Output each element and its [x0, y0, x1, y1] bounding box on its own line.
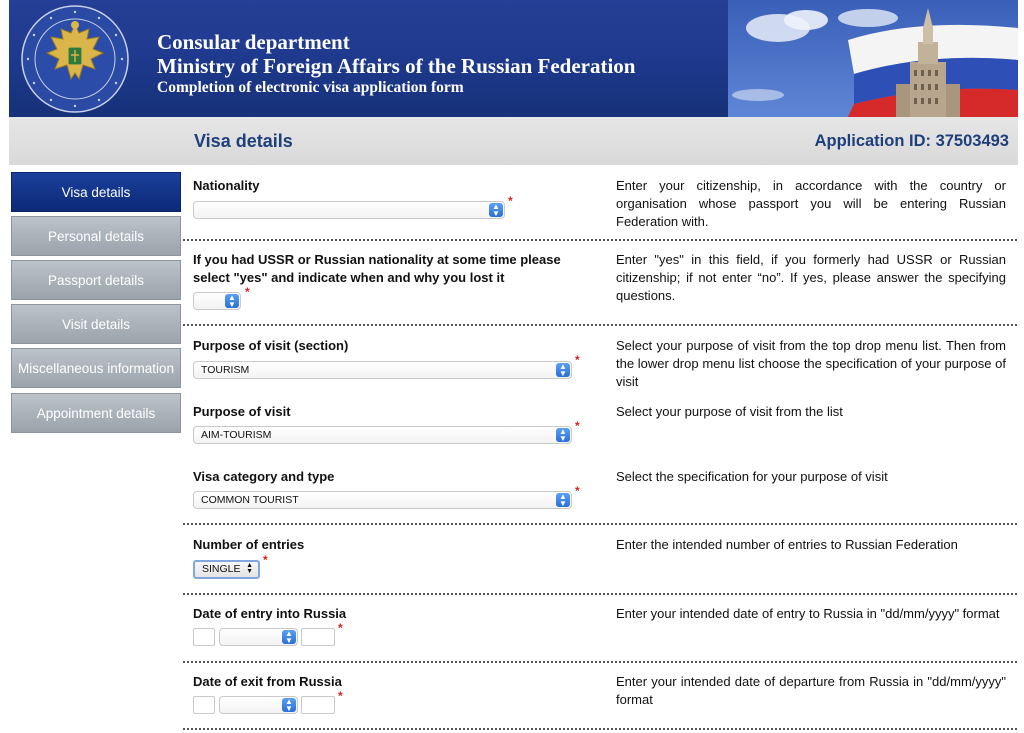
- exit-month-select[interactable]: [219, 696, 298, 714]
- purpose-section-value: TOURISM: [201, 364, 250, 376]
- nationality-help: Enter your citizenship, in accordance with the country or organisation whose passport you will be entering Russian Federation with.: [616, 178, 1006, 229]
- sidebar-item-label: Visit details: [61, 316, 131, 332]
- visa-category-value: COMMON TOURIST: [201, 494, 299, 506]
- entries-select[interactable]: [193, 560, 260, 579]
- select-arrows-icon: ▲ ▼: [246, 562, 253, 575]
- purpose-help: Select your purpose of visit from the list: [616, 404, 843, 419]
- exit-day-input[interactable]: [193, 696, 215, 714]
- required-marker: *: [575, 484, 580, 498]
- required-marker: *: [575, 419, 580, 433]
- required-marker: *: [338, 621, 343, 635]
- sidebar-item-label: Visa details: [61, 184, 131, 200]
- exit-date-label: Date of exit from Russia: [193, 674, 342, 689]
- header-department: Consular department: [157, 30, 350, 54]
- divider: [183, 239, 1017, 241]
- select-arrows-icon: ▲ ▼: [556, 428, 570, 442]
- visa-category-help: Select the specification for your purpose of visit: [616, 469, 888, 484]
- purpose-select[interactable]: [193, 426, 572, 444]
- select-arrows-icon: ▲ ▼: [282, 630, 296, 644]
- header-ministry: Ministry of Foreign Affairs of the Russian Federation: [157, 54, 636, 78]
- required-marker: *: [338, 689, 343, 703]
- divider: [183, 661, 1017, 663]
- select-arrows-icon: ▲ ▼: [556, 363, 570, 377]
- purpose-value: AIM-TOURISM: [201, 429, 272, 441]
- sidebar-item-label: Personal details: [47, 228, 145, 244]
- page-title: Visa details: [194, 131, 293, 151]
- entry-day-input[interactable]: [193, 628, 215, 646]
- entry-date-label: Date of entry into Russia: [193, 606, 347, 621]
- nationality-select[interactable]: [193, 201, 505, 219]
- sidebar-item-visit-details[interactable]: [11, 304, 181, 344]
- divider: [183, 728, 1017, 730]
- sidebar-item-label: Miscellaneous information: [17, 360, 175, 376]
- former-nationality-label: If you had USSR or Russian nationality at some time please select "yes" and indicate when and why you lost it: [193, 252, 561, 285]
- title-bar: [9, 117, 1018, 165]
- required-marker: *: [575, 353, 580, 367]
- visa-category-label: Visa category and type: [193, 469, 335, 484]
- nationality-label: Nationality: [193, 178, 260, 193]
- header-banner: [9, 0, 1018, 117]
- entry-month-select[interactable]: [219, 628, 298, 646]
- required-marker: *: [263, 553, 268, 567]
- application-id: Application ID: 37503493: [814, 132, 1009, 150]
- sidebar-item-personal-details[interactable]: [11, 216, 181, 256]
- required-marker: *: [245, 285, 250, 299]
- sidebar-item-appointment-details[interactable]: [11, 393, 181, 433]
- divider: [183, 324, 1017, 326]
- flag-and-building-image: [728, 0, 1018, 117]
- sidebar-item-label: Passport details: [47, 272, 145, 288]
- header-subtitle: Completion of electronic visa application form: [157, 79, 464, 96]
- entries-value: SINGLE: [202, 563, 241, 575]
- sidebar-item-label: Appointment details: [36, 405, 156, 421]
- sidebar-item-passport-details[interactable]: [11, 260, 181, 300]
- former-nationality-select[interactable]: [193, 292, 241, 310]
- purpose-section-select[interactable]: [193, 361, 572, 379]
- exit-year-input[interactable]: [301, 696, 335, 714]
- ministry-emblem-icon: [19, 3, 131, 115]
- select-arrows-icon: ▲ ▼: [556, 493, 570, 507]
- select-arrows-icon: ▲ ▼: [282, 698, 296, 712]
- select-arrows-icon: ▲ ▼: [225, 294, 239, 308]
- select-arrows-icon: ▲ ▼: [489, 203, 503, 217]
- entries-label: Number of entries: [193, 537, 305, 552]
- purpose-section-label: Purpose of visit (section): [193, 338, 349, 353]
- entries-help: Enter the intended number of entries to Russian Federation: [616, 537, 958, 552]
- entry-date-help: Enter your intended date of entry to Russia in "dd/mm/yyyy" format: [616, 606, 1000, 621]
- divider: [183, 523, 1017, 525]
- purpose-label: Purpose of visit: [193, 404, 291, 419]
- entry-year-input[interactable]: [301, 628, 335, 646]
- divider: [183, 593, 1017, 595]
- sidebar-item-miscellaneous-information[interactable]: [11, 348, 181, 388]
- visa-category-select[interactable]: [193, 491, 572, 509]
- former-nationality-help: Enter "yes" in this field, if you formerly had USSR or Russian citizenship; if not enter “no”. If yes, please answer the specifying questions.: [616, 252, 1006, 303]
- purpose-section-help: Select your purpose of visit from the top drop menu list. Then from the lower drop menu list choose the specification of your purpose of visit: [616, 338, 1006, 389]
- exit-date-help: Enter your intended date of departure from Russia in "dd/mm/yyyy" format: [616, 674, 1006, 707]
- required-marker: *: [508, 194, 513, 208]
- sidebar-item-visa-details[interactable]: [11, 172, 181, 212]
